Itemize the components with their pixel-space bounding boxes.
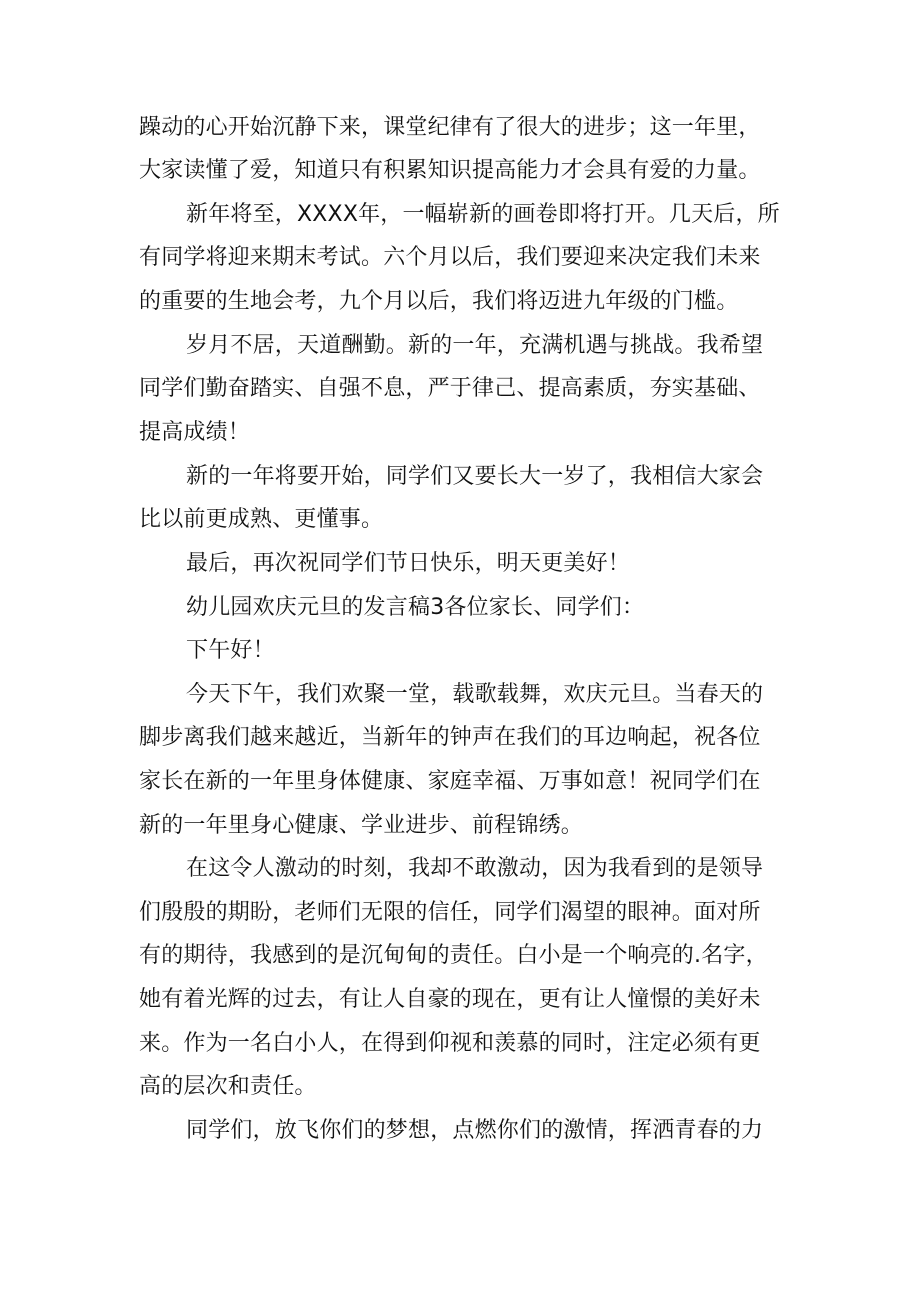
- text-line: 岁月不居，天道酬勤。新的一年，充满机遇与挑战。我希望: [186, 333, 764, 358]
- text-line: 新的一年将要开始，同学们又要长大一岁了，我相信大家会: [186, 464, 764, 489]
- text-line: 家长在新的一年里身体健康、家庭幸福、万事如意！祝同学们在: [139, 769, 761, 794]
- text-line: 比以前更成熟、更懂事。: [139, 507, 384, 532]
- text-line: 躁动的心开始沉静下来，课堂纪律有了很大的进步；这一年里，: [139, 115, 761, 140]
- text-line: 同学们勤奋踏实、自强不息，严于律己、提高素质，夯实基础、: [139, 376, 761, 401]
- text-line: 提高成绩！: [139, 420, 251, 445]
- text-line: 来。作为一名白小人，在得到仰视和羡慕的同时，注定必须有更: [139, 1031, 761, 1056]
- text-line: 有同学将迎来期末考试。六个月以后，我们要迎来决定我们未来: [139, 245, 761, 270]
- text-line: 在这令人激动的时刻，我却不敢激动，因为我看到的是领导: [186, 856, 764, 881]
- text-line: 她有着光辉的过去，有让人自豪的现在，更有让人憧憬的美好未: [139, 987, 761, 1012]
- text-line: 有的期待，我感到的是沉甸甸的责任。白小是一个响亮的.名字，: [139, 943, 768, 968]
- text-line: 大家读懂了爱，知道只有积累知识提高能力才会具有爱的力量。: [139, 158, 761, 183]
- text-line: 的重要的生地会考，九个月以后，我们将迈进九年级的门槛。: [139, 289, 739, 314]
- text-line: 最后，再次祝同学们节日快乐，明天更美好！: [186, 551, 631, 576]
- text-line: 幼儿园欢庆元旦的发言稿3各位家长、同学们：: [186, 595, 645, 620]
- text-line: 今天下午，我们欢聚一堂，载歌载舞，欢庆元旦。当春天的: [186, 682, 764, 707]
- text-line: 高的层次和责任。: [139, 1074, 317, 1099]
- text-line: 同学们，放飞你们的梦想，点燃你们的激情，挥洒青春的力: [186, 1118, 764, 1143]
- text-line: 下午好！: [186, 638, 275, 663]
- text-line: 脚步离我们越来越近，当新年的钟声在我们的耳边响起，祝各位: [139, 725, 761, 750]
- text-line: 们殷殷的期盼，老师们无限的信任，同学们渴望的眼神。面对所: [139, 900, 761, 925]
- text-line: 新年将至，XXXX年，一幅崭新的画卷即将打开。几天后，所: [186, 202, 780, 227]
- text-line: 新的一年里身心健康、学业进步、前程锦绣。: [139, 813, 584, 838]
